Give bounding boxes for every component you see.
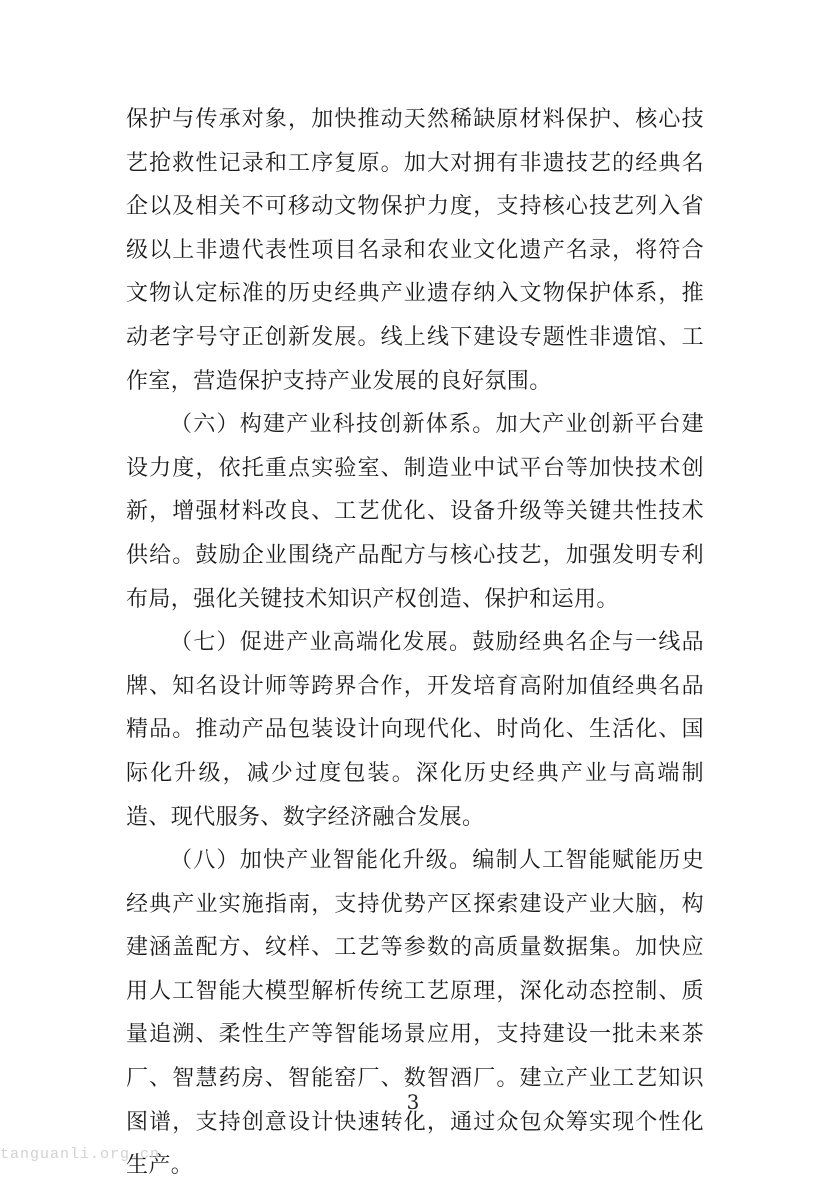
paragraph-section-6	[126, 403, 704, 621]
page-number: 3	[406, 1090, 420, 1114]
paragraph-text: 鼓励经典名企与一线品牌、知名设计师等跨界合作，开发培育高附加值经典名品精品。推动产品包装设计向现代化、时尚化、生活化、国际化升级，减少过度包装。深化历史经典产业与高端制造、现代服务、数字经济融合发展。	[126, 630, 704, 830]
watermark-text: tanguanli.org.cn	[0, 1146, 161, 1163]
paragraph-text: 编制人工智能赋能历史经典产业实施指南，支持优势产区探索建设产业大脑，构建涵盖配方、纹样、工艺等参数的高质量数据集。加快应用人工智能大模型解析传统工艺原理，深化动态控制、质量追溯、柔性生产等智能场景应用，支持建设一批未来茶厂、智慧药房、智能窑厂、数智酒厂。建立产业工艺知识图谱，支持创意设计快速转化，通过众包众筹实现个性化生产。	[126, 848, 704, 1179]
paragraph-section-7	[126, 621, 704, 839]
document-body	[126, 98, 704, 1188]
section-heading: （八）加快产业智能化升级。	[170, 848, 473, 874]
section-heading: （六）构建产业科技创新体系。	[170, 412, 496, 438]
paragraph-continuation	[126, 98, 704, 403]
paragraph-section-8	[126, 839, 704, 1188]
paragraph-text: 保护与传承对象，加快推动天然稀缺原材料保护、核心技艺抢救性记录和工序复原。加大对拥有非遗技艺的经典名企以及相关不可移动文物保护力度，支持核心技艺列入省级以上非遗代表性项目名录和农业文化遗产名录，将符合文物认定标准的历史经典产业遗存纳入文物保护体系，推动老字号守正创新发展。线上线下建设专题性非遗馆、工作室，营造保护支持产业发展的良好氛围。	[126, 107, 704, 394]
paragraph-text: 加大产业创新平台建设力度，依托重点实验室、制造业中试平台等加快技术创新，增强材料改良、工艺优化、设备升级等关键共性技术供给。鼓励企业围绕产品配方与核心技艺，加强发明专利布局，强化关键技术知识产权创造、保护和运用。	[126, 412, 704, 612]
section-heading: （七）促进产业高端化发展。	[170, 630, 473, 656]
